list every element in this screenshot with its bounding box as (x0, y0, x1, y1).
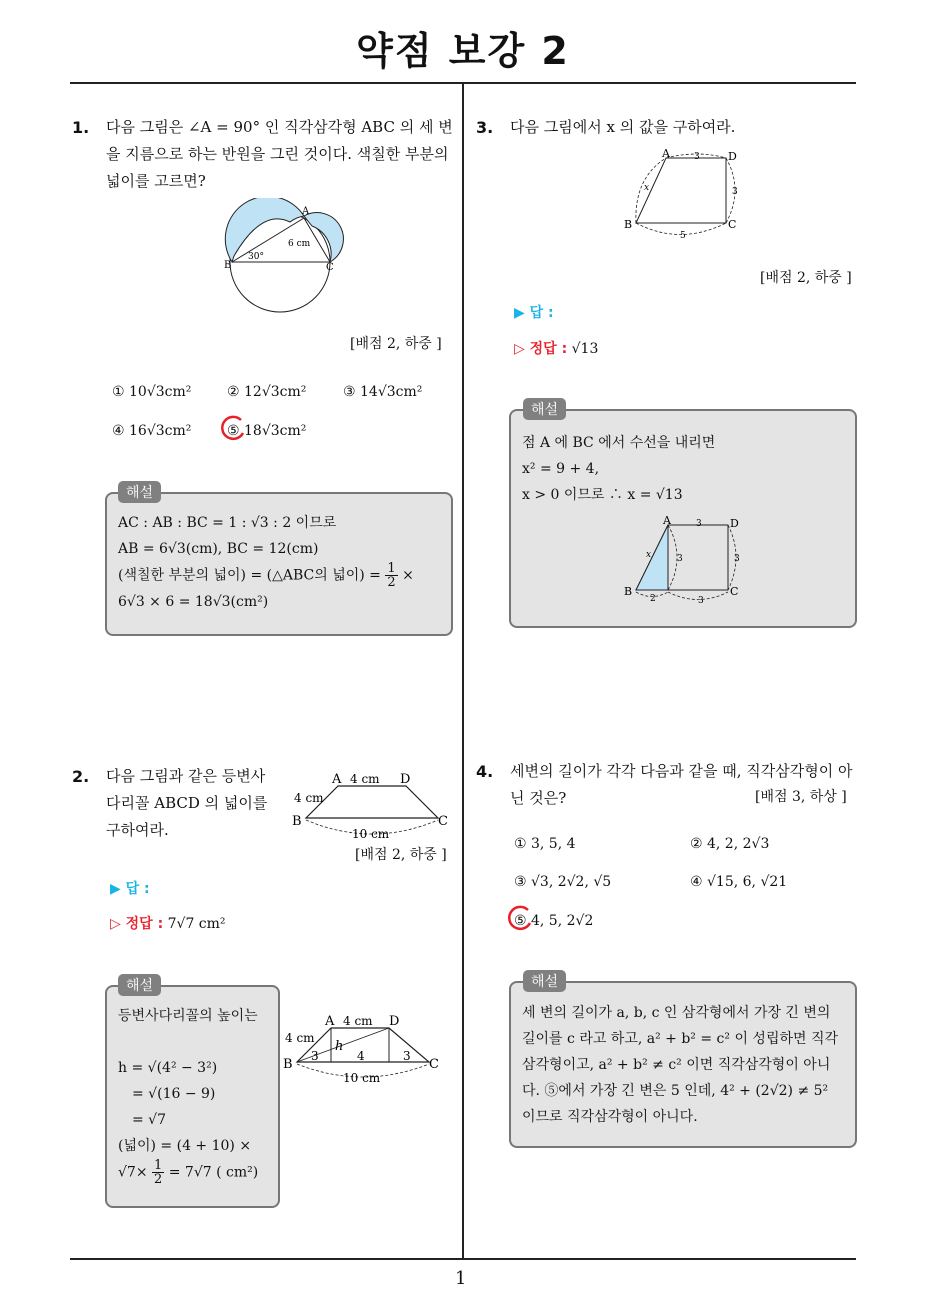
page-number: 1 (455, 1268, 467, 1289)
q3-solution-figure (620, 515, 748, 605)
q3-text: 다음 그림에서 x 의 값을 구하여라. (510, 118, 736, 136)
q2-correct (110, 913, 226, 933)
q2-correct-label: ▷ 정답 : (110, 916, 164, 932)
q3-sol-line1: 점 A 에 BC 에서 수선을 내리면 (522, 435, 716, 451)
q2-sol-frac: $\frac{1}{2}$ (154, 1158, 163, 1187)
q3-score: [배점 2, 하중 ] (760, 270, 852, 286)
q3-sfig-ad: 3 (696, 519, 702, 529)
q2-fig-b: B (292, 814, 302, 829)
q3-figure (620, 148, 748, 240)
q4-option-1[interactable]: ① 3, 5, 4 (514, 836, 576, 852)
q3-solution-tag: 해설 (523, 398, 566, 420)
q2-number: 2. (72, 767, 90, 786)
q3-sfig-ab: x (646, 550, 652, 560)
q4-score: [배점 3, 하상 ] (755, 789, 847, 805)
q3-fig-c: C (728, 218, 737, 231)
q2-fig-side: 4 cm (294, 791, 324, 805)
q3-sfig-dc: 3 (734, 554, 740, 564)
q3-answer-label: ▶ 답 : (514, 305, 554, 321)
q2-answer-label: ▶ 답 : (110, 881, 150, 897)
q2-sfig-seg1: 3 (311, 1049, 319, 1063)
q1-figure (222, 198, 347, 313)
q2-sol-line6a: √7× (118, 1164, 148, 1181)
q4-text-line2: 닌 것은? (510, 789, 567, 807)
q1-option-3[interactable]: ③ 14√3cm² (343, 384, 423, 400)
q2-score: [배점 2, 하중 ] (355, 847, 447, 863)
q3-fig-bc: 5 (680, 231, 686, 240)
q3-fig-dc: 3 (732, 187, 738, 197)
q1-text (106, 114, 461, 195)
q2-correct-value: 7√7 cm² (167, 916, 226, 932)
q3-solution-body (522, 430, 852, 508)
page-title: 약점 보강 2 (356, 29, 570, 73)
q3-fig-b: B (624, 218, 633, 231)
q3-fig-d: D (728, 150, 737, 163)
q3-sfig-mid: 3 (677, 554, 683, 564)
q1-option-1[interactable]: ① 10√3cm² (112, 384, 192, 400)
q2-text-line2: 다리꼴 ABCD 의 넓이를 (106, 794, 268, 812)
q4-sol-line5: 이므로 직각삼각형이 아니다. (522, 1109, 698, 1125)
q4-sol-line2: 길이를 c 라고 하고, a² + b² = c² 이 성립하면 직각 (522, 1031, 839, 1047)
q3-fig-ab: x (644, 183, 650, 193)
q4-number: 4. (476, 762, 494, 781)
q3-correct (514, 338, 598, 358)
q1-label-b: B (224, 260, 232, 271)
q2-sol-line1: 등변사다리꼴의 높이는 (118, 1008, 258, 1024)
q2-fig-d: D (400, 772, 411, 787)
q2-sol-spacer (118, 1029, 278, 1055)
q2-sol-line6 (118, 1159, 278, 1186)
q4-sol-line1: 세 변의 길이가 a, b, c 인 삼각형에서 가장 긴 변의 (522, 1005, 831, 1021)
q2-sol-line4: = √7 (132, 1112, 167, 1128)
q1-solution-body (118, 510, 448, 615)
column-divider (462, 83, 464, 1258)
q2-solution-tag: 해설 (118, 974, 161, 996)
q2-sfig-seg3: 3 (403, 1049, 411, 1063)
q3-sol-line2: x² = 9 + 4, (522, 461, 600, 477)
q4-solution-tag: 해설 (523, 970, 566, 992)
footer-rule (70, 1258, 856, 1260)
q2-sfig-top: 4 cm (343, 1014, 373, 1028)
q1-text-line2: 을 지름으로 하는 반원을 그린 것이다. 색칠한 부분의 (106, 145, 449, 163)
q2-figure (288, 768, 456, 840)
q2-solution-figure (281, 1010, 451, 1088)
q3-correct-label: ▷ 정답 : (514, 341, 568, 357)
q3-fig-ad: 3 (694, 152, 700, 162)
q2-sol-line5: (넓이) = (4 + 10) × (118, 1138, 252, 1154)
q3-sfig-b: B (624, 585, 633, 598)
q1-sol-line2: AB = 6√3(cm), BC = 12(cm) (118, 541, 319, 557)
q1-sol-line3-text: (색칠한 부분의 넓이) = (△ABC의 넓이) = (118, 567, 386, 584)
q2-sol-line2: h = √(4² − 3²) (118, 1060, 218, 1076)
q4-option-2[interactable]: ② 4, 2, 2√3 (690, 836, 770, 852)
q1-option-4[interactable]: ④ 16√3cm² (112, 423, 192, 439)
q3-sfig-c: C (730, 585, 739, 598)
q1-number: 1. (72, 118, 90, 137)
q1-option-2[interactable]: ② 12√3cm² (227, 384, 307, 400)
q1-text-line3: 넓이를 고르면? (106, 172, 206, 190)
q1-sol-line1: AC : AB : BC = 1 : √3 : 2 이므로 (118, 515, 337, 531)
q4-sol-line4: 다. ⑤에서 가장 긴 변은 5 인데, 4² + (2√2) ≠ 5² (522, 1083, 829, 1099)
q2-sfig-c: C (429, 1057, 439, 1072)
q1-answer-circle-mark (219, 415, 247, 443)
q2-fig-a: A (332, 772, 342, 787)
q2-sfig-side: 4 cm (285, 1031, 315, 1045)
q2-text-line1: 다음 그림과 같은 등변사 (106, 767, 266, 785)
q3-number: 3. (476, 118, 494, 137)
q2-fig-c: C (438, 814, 448, 829)
q1-label-a: A (302, 206, 310, 217)
q2-sfig-h: h (335, 1039, 344, 1054)
q4-sol-line3: 삼각형이고, a² + b² ≠ c² 이면 직각삼각형이 아니 (522, 1057, 831, 1073)
q1-option-5[interactable]: ⑤ 18√3cm² (227, 423, 307, 439)
q2-sfig-seg2: 4 (357, 1049, 365, 1063)
q4-option-3[interactable]: ③ √3, 2√2, √5 (514, 874, 612, 890)
q4-text-line1: 세변의 길이가 각각 다음과 같을 때, 직각삼각형이 아 (510, 762, 853, 780)
q4-answer-circle-mark (506, 905, 534, 933)
q3-sfig-a: A (663, 515, 671, 527)
q2-fig-top: 4 cm (350, 772, 380, 786)
q1-label-len: 6 cm (288, 239, 311, 249)
q2-sol-line6b: = 7√7 ( cm²) (168, 1164, 259, 1181)
q1-sol-line3 (118, 562, 448, 589)
q1-solution-tag: 해설 (118, 481, 161, 503)
q1-label-angle: 30° (248, 252, 264, 262)
q3-sol-line3: x > 0 이므로 ∴ x = √13 (522, 487, 683, 503)
q3-sol-shaded-triangle (636, 525, 668, 590)
q2-sfig-bottom: 10 cm (343, 1071, 381, 1085)
q3-correct-value: √13 (571, 341, 599, 357)
q4-solution-body (522, 1000, 852, 1130)
q1-score: [배점 2, 하중 ] (350, 336, 442, 352)
q2-sfig-d: D (389, 1014, 400, 1029)
q1-sol-frac: $\frac{1}{2}$ (387, 561, 396, 590)
q2-sfig-a: A (325, 1014, 335, 1029)
q2-text (106, 763, 281, 844)
q4-option-5[interactable]: ⑤ 4, 5, 2√2 (514, 913, 594, 929)
q3-sfig-d: D (730, 517, 739, 530)
q3-fig-a: A (662, 148, 670, 160)
q1-text-line1: 다음 그림은 ∠A = 90° 인 직각삼각형 ABC 의 세 변 (106, 118, 453, 136)
q2-sol-line3: = √(16 − 9) (132, 1086, 216, 1102)
q3-sfig-seg2: 3 (698, 596, 704, 605)
q1-shaded-lune (225, 198, 304, 262)
q1-sol-line3-end: × (402, 567, 414, 584)
q3-sfig-seg1: 2 (650, 594, 656, 604)
q2-sfig-b: B (283, 1057, 293, 1072)
q2-solution-body (118, 1003, 278, 1186)
q4-option-4[interactable]: ④ √15, 6, √21 (690, 874, 788, 890)
q2-fig-bottom: 10 cm (352, 827, 390, 840)
q2-text-line3: 구하여라. (106, 821, 169, 839)
q1-sol-line4: 6√3 × 6 = 18√3(cm²) (118, 594, 269, 610)
q1-label-c: C (326, 262, 334, 273)
